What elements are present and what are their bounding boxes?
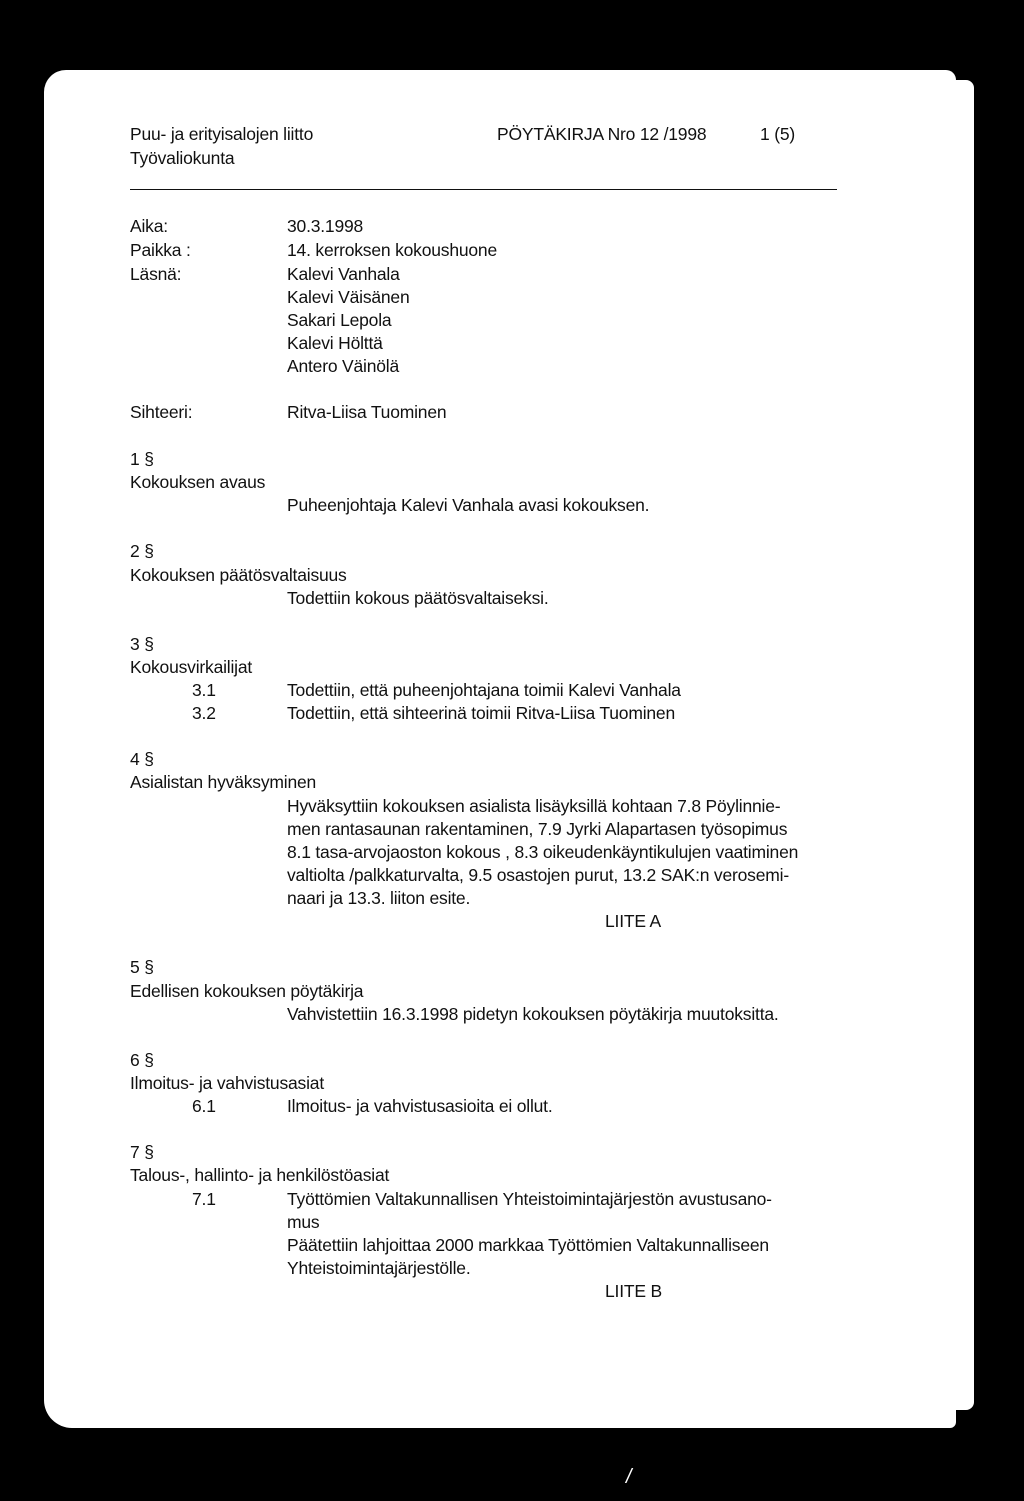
section-number: 4 §	[130, 749, 154, 769]
time-value: 30.3.1998	[287, 216, 364, 236]
section-body: 8.1 tasa-arvojaoston kokous , 8.3 oikeudenkäyntikulujen vaatiminen	[287, 842, 799, 862]
section-body: Puheenjohtaja Kalevi Vanhala avasi kokouksen.	[287, 495, 650, 515]
present-member: Kalevi Väisänen	[287, 287, 410, 307]
item-text: Todettiin, että puheenjohtajana toimii Kalevi Vanhala	[287, 680, 681, 700]
section-body: Hyväksyttiin kokouksen asialista lisäyksillä kohtaan 7.8 Pöylinnie-	[287, 796, 781, 816]
present-label: Läsnä:	[130, 264, 182, 284]
section-body: mus	[287, 1212, 320, 1232]
place-value: 14. kerroksen kokoushuone	[287, 240, 497, 260]
section-body: Päätettiin lahjoittaa 2000 markkaa Työttömien Valtakunnalliseen	[287, 1235, 769, 1255]
section-title: Talous-, hallinto- ja henkilöstöasiat	[130, 1165, 390, 1185]
present-member: Kalevi Vanhala	[287, 264, 400, 284]
section-number: 5 §	[130, 957, 154, 977]
item-text: Todettiin, että sihteerinä toimii Ritva-Liisa Tuominen	[287, 703, 676, 723]
item-text: Työttömien Valtakunnallisen Yhteistoimintajärjestön avustusano-	[287, 1189, 772, 1209]
section-body: naari ja 13.3. liiton esite.	[287, 888, 471, 908]
section-number: 7 §	[130, 1142, 154, 1162]
section-number: 1 §	[130, 449, 154, 469]
section-number: 2 §	[130, 541, 154, 561]
section-body: Todettiin kokous päätösvaltaiseksi.	[287, 588, 549, 608]
attachment-label: LIITE B	[605, 1281, 662, 1301]
attachment-label: LIITE A	[605, 911, 661, 931]
section-title: Ilmoitus- ja vahvistusasiat	[130, 1073, 324, 1093]
secretary-value: Ritva-Liisa Tuominen	[287, 402, 447, 422]
document-number: PÖYTÄKIRJA Nro 12 /1998	[497, 124, 707, 144]
section-title: Edellisen kokouksen pöytäkirja	[130, 981, 364, 1001]
present-member: Antero Väinölä	[287, 356, 400, 376]
section-title: Kokouksen avaus	[130, 472, 266, 492]
section-number: 6 §	[130, 1050, 154, 1070]
section-title: Kokousvirkailijat	[130, 657, 253, 677]
item-number: 6.1	[192, 1096, 216, 1116]
item-number: 7.1	[192, 1189, 216, 1209]
section-body: men rantasaunan rakentaminen, 7.9 Jyrki Alapartasen työsopimus	[287, 819, 788, 839]
item-text: Ilmoitus- ja vahvistusasioita ei ollut.	[287, 1096, 553, 1116]
header-divider	[130, 189, 837, 190]
section-number: 3 §	[130, 634, 154, 654]
organization-name: Puu- ja erityisalojen liitto	[130, 124, 314, 144]
page-number: 1 (5)	[760, 124, 795, 144]
time-label: Aika:	[130, 216, 168, 236]
item-number: 3.1	[192, 680, 216, 700]
page-edge-mark: /	[626, 1466, 632, 1488]
section-body: Yhteistoimintajärjestölle.	[287, 1258, 471, 1278]
secretary-label: Sihteeri:	[130, 402, 193, 422]
section-body: valtiolta /palkkaturvalta, 9.5 osastojen purut, 13.2 SAK:n verosemi-	[287, 865, 789, 885]
section-title: Kokouksen päätösvaltaisuus	[130, 565, 347, 585]
committee-name: Työvaliokunta	[130, 148, 235, 168]
place-label: Paikka :	[130, 240, 191, 260]
section-title: Asialistan hyväksyminen	[130, 772, 317, 792]
section-body: Vahvistettiin 16.3.1998 pidetyn kokouksen pöytäkirja muutoksitta.	[287, 1004, 779, 1024]
present-member: Kalevi Hölttä	[287, 333, 383, 353]
present-member: Sakari Lepola	[287, 310, 392, 330]
item-number: 3.2	[192, 703, 216, 723]
